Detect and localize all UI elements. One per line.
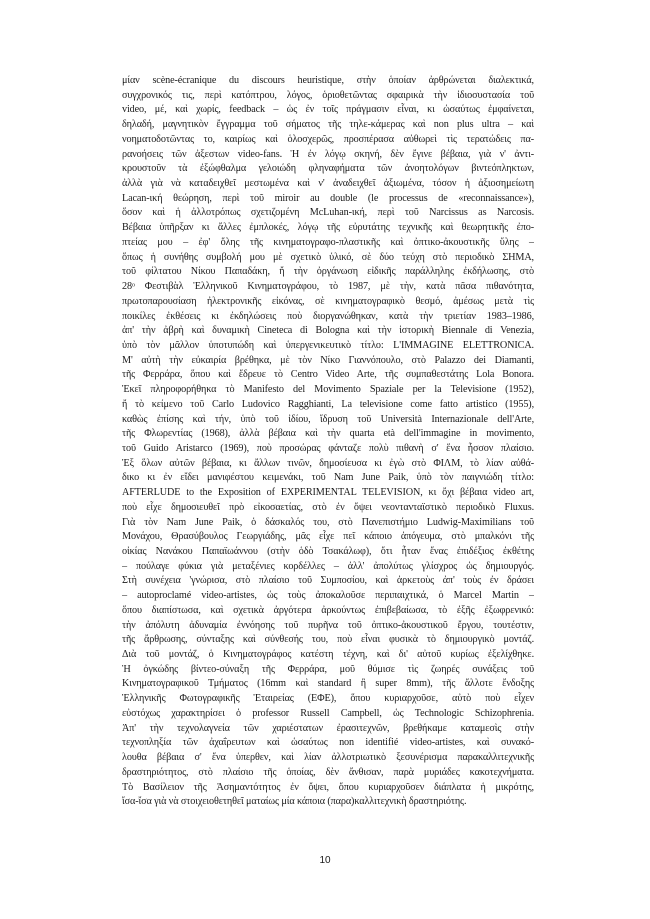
- text-line: Τὸ Βασίλειον τῆς Ἀσημαντότητος ἐν ὄψει, ὅπου κυριαρχοῦσεν διάπλατα ἡ μικρότης,: [122, 781, 534, 793]
- text-line: Βέβαια ὑπῆρξαν κι ἄλλες ἐμπλοκές, λόγῳ τῆς εὐρυτάτης τεχνικῆς καὶ θεωρητικῆς ἐπο-: [122, 222, 534, 234]
- text-line: Μ' αὐτὴ τὴν εὐκαιρία βρέθηκα, μὲ τὸν Νίκο Γιαννόπουλο, στὸ Palazzo dei Diamanti,: [122, 354, 534, 366]
- text-line: κρουστοῦν τὰ ἐξώφθαλμα γελοιώδη φληναφήματα τῶν ἀνοητολόγων βιντεόπληκτων,: [122, 163, 534, 175]
- text-line: 28ᵒ Φεστιβὰλ Ἑλληνικοῦ Κινηματογράφου, τὸ 1987, μὲ τὴν, κατὰ πᾶσα πιθανότητα,: [122, 281, 534, 293]
- body-text: [122, 74, 534, 810]
- text-line: τοῦ Guido Aristarco (1969), ποὺ προσώρας φάνταζε πολὺ πιθανὴ σ' ἕνα ἧσσον πλαίσιο.: [122, 442, 534, 454]
- text-line: νοηματοδοτῶντας το, καιρίως καὶ ὁλοσχερῶς, προσπέρασα αὐθωρεὶ τὶς τερατώδεις πα-: [122, 133, 534, 145]
- text-line: Lacan-ική θεώρηση, περὶ τοῦ miroir au double (le processus de «reconnaissance»),: [122, 192, 534, 204]
- text-line: οἰκίας Νανάκου Παπαϊωάννου (στὴν ὁδὸ Τσακάλωφ), ὅτι ἦταν ἕνας ἐπιδέξιος ἐκθέτης: [122, 546, 534, 557]
- text-line: Στὴ συνέχεια 'γνώρισα, στὸ πλαίσιο τοῦ Συμποσίου, καὶ ἀρκετοὺς ἀπ' τοὺς ἐν δράσει: [122, 575, 534, 587]
- text-line: τῆς Φλωρεντίας (1968), ἀλλὰ βέβαια καὶ τὴν quarta età dell'immagine in movimento,: [122, 428, 534, 440]
- page-number: 10: [319, 855, 331, 866]
- text-line: συγχρονικός τις, περὶ κατόπτρου, λόγος, ὁριοθετῶντας σφαιρικὰ τὴν ἰδιοσυστασία τοῦ: [122, 89, 534, 101]
- text-line: ὅσον καὶ ἡ ἀλλοτρόπως σχετιζομένη McLuhan-ική, περὶ τοῦ Narcissus as Narcosis.: [122, 207, 534, 219]
- text-line: Κινηματογραφικοῦ Τμήματος (16mm καὶ standard ἢ super 8mm), τῆς ἄλλοτε ἔνδοξης: [122, 678, 534, 690]
- text-line: Ἡ ὀγκώδης βίντεο-σύναξη τῆς Φερράρα, μοῦ θύμισε τὶς ζωηρές συνάξεις τοῦ: [122, 663, 534, 675]
- text-line: ἀλλὰ γιὰ νὰ καταδειχθεῖ μεστωμένα καὶ ν' ἀναδειχθεῖ ἀξιωμένα, τόσον ἡ ἀξιοσημείωτη: [122, 178, 534, 190]
- text-line: Γιὰ τὸν Nam June Paik, ὁ δάσκαλός του, στὸ Πανεπιστήμιο Ludwig-Maximilians τοῦ: [122, 516, 534, 528]
- text-line: ποικίλες ἐκθέσεις κι ἐκδηλώσεις ποὺ διοργανώθηκαν, κατὰ τὴν τριετίαν 1983–1986,: [122, 310, 534, 322]
- text-line: ἴσα-ἴσα γιὰ νὰ στοιχειοθετηθεῖ ματαίως μία κάποια (παρα)καλλιτεχνικὴ δραστηριότης.: [122, 796, 467, 808]
- text-line: ἀπ' τὴν ἀβρὴ καὶ δυναμικὴ Cineteca di Bologna καὶ τὴν ἱστορικὴ Biennale di Venezia,: [122, 325, 534, 337]
- text-line: – autoproclamé video-artistes, ὡς τοὺς ἀποκαλοῦσε περιπαιχτικά, ὁ Marcel Martin –: [122, 590, 534, 602]
- text-line: πρωτοπαρουσίαση ἠλεκτρονικῆς εἰκόνας, σὲ κινηματογραφικὸ θεσμό, ἀμέσως μετὰ τὶς: [122, 295, 534, 307]
- text-line: δραστηριότητος, στὸ πλαίσιο τῆς ὁποίας, δὲν ἄνθισαν, παρὰ μυριάδες κακοτεχνήματα.: [122, 766, 534, 778]
- text-line: τεχνοπληξία τῶν ἀχαΐρευτων καὶ ὡσαύτως non identifié video-artistes, καὶ συνακό-: [122, 737, 534, 749]
- text-line: καθὼς ἐπίσης καὶ τήν, ὑπὸ τοῦ ἰδίου, ἵδρυση τοῦ Università Internazionale dell'Arte,: [122, 413, 534, 425]
- text-line: εὐστόχως χαρακτηρίσει ὁ professor Russell Campbell, ὡς Technologic Schizophrenia.: [122, 707, 534, 719]
- text-line: μίαν scène-écranique du discours heuristique, στὴν ὁποίαν ἀρθρώνεται διαλεκτικά,: [122, 75, 534, 86]
- text-line: δικο κι ἐν εἴδει μανιφέστου κειμενάκι, τοῦ Nam June Paik, ὑπὸ τὸν παιγνιώδη τίτλο:: [122, 472, 534, 484]
- text-line: Μονάχου, Θρασύβουλος Γεωργιάδης, μᾶς εἶχε πεῖ κάποιο ἀπόγευμα, στὸ μπαλκόνι τῆς: [122, 531, 534, 543]
- text-line: AFTERLUDE to the Exposition of EXPERIMENTAL TELEVISION, κι ὄχι βέβαια video art,: [122, 487, 534, 499]
- text-line: Διὰ τοῦ μοντάζ, ὁ Κινηματογράφος κατέστη τέχνη, καὶ δι' αὐτοῦ κυρίως ἐξελίχθηκε.: [122, 649, 534, 661]
- text-line: Ἑλληνικῆς Φωτογραφικῆς Ἑταιρείας (ΕΦΕ), ὅπου κυριαρχοῦσε, αὐτὸ ποὺ εἶχεν: [122, 693, 534, 705]
- text-line: Ἐξ ὅλων αὐτῶν βέβαια, κι ἄλλων τινῶν, δημοσίευσα κι ἐγὼ στὸ ΦΙΛΜ, τὸ λίαν αὐθά-: [122, 457, 534, 469]
- text-line: ποὺ εἶχε δημοσιευθεῖ πρὸ εἰκοσαετίας, στὸ ἐν ὄψει νεοντανταϊστικὸ περιοδικὸ Fluxus.: [122, 501, 534, 513]
- text-line: Ἀπ' τὴν τεχνολαγνεία τῶν χαριέστατων ἐρασιτεχνῶν, βρεθήκαμε καταμεσὶς στὴν: [122, 722, 534, 734]
- text-line: ἤ τὸ κείμενο τοῦ Carlo Ludovico Ragghianti, La televisione come fatto artistico (1955),: [122, 398, 534, 410]
- text-line: Ἐκεῖ πληροφορήθηκα τὸ Manifesto del Movimento Spaziale per la Televisione (1952),: [122, 384, 534, 396]
- text-line: τῆς ἄρθρωσης, σύνταξης καὶ σύνθεσής του, ποὺ εἶναι φυσικὰ τὸ δημιουργικὸ μοντάζ.: [122, 634, 534, 646]
- text-line: πτείας μου – ἐφ' ὅλης τῆς κινηματογραφο-πλαστικῆς καὶ ὀπτικο-ἀκουστικῆς ὕλης –: [122, 236, 534, 248]
- text-line: δηλαδή, μαγνητικὸν ἔγγραμμα τοῦ σήματος τῆς τηλε-κάμερας καὶ non plus ultra – καὶ: [122, 119, 534, 131]
- text-line: ρανοήσεις τῶν ἀξεστων video-fans. Ἡ ἐν λόγῳ σκηνή, δὲν ἔγινε βέβαια, γιὰ ν' ἀντι-: [122, 148, 534, 160]
- text-line: ὑπὸ τὸν μᾶλλον ὑποτυπώδη καὶ ὑπεργενικευτικὸ τίτλο: L'IMMAGINE ELETTRONICA.: [122, 339, 534, 351]
- text-line: τοῦ φίλτατου Νίκου Παπαδάκη, ἤ τὴν ὀργάνωση εἰδικῆς παράλληλης ἐκδήλωσης, στὸ: [122, 266, 534, 278]
- text-line: – πούλαγε φύκια γιὰ μεταξένιες κορδέλλες – ἀλλ' ἀπολύτως γλίσχρος ὡς δημιουργός.: [122, 560, 534, 572]
- text-line: ὅπως ἡ συνήθης συμβολή μου μὲ σχετικὸ ὑλικό, σὲ δύο τεύχη στὸ περιοδικὸ ΣΗΜΑ,: [122, 251, 534, 263]
- text-line: τῆς Φερράρα, ὅπου καὶ ἕδρευε τὸ Centro Video Arte, τῆς συμπαθεστάτης Lola Bonora.: [122, 369, 534, 381]
- text-line: video, μέ, καὶ χωρίς, feedback – ὡς ἐν τοῖς πράγμασιν εἶναι, κι ὡσαύτως ἐμφαίνεται,: [122, 104, 534, 116]
- text-line: λουθα βέβαια σ' ἕνα ὑπερθεν, καὶ λίαν ἀλλοτριωτικὸ ξεσυνέρισμα παρακαλλιτεχνικῆς: [122, 752, 534, 764]
- text-line: ὅπου διαπίστωσα, καὶ σχετικὰ ἀργότερα ἀρκούντως ἐπιβεβαίωσα, τὸ ἐξῆς ἐξωφρενικό:: [122, 604, 534, 616]
- text-line: τὴν ἀπόλυτη ἀδυναμία ἐννόησης τοῦ πυρῆνα τοῦ ὀπτικο-ἀκουστικοῦ ἔργου, τουτέστιν,: [122, 619, 534, 631]
